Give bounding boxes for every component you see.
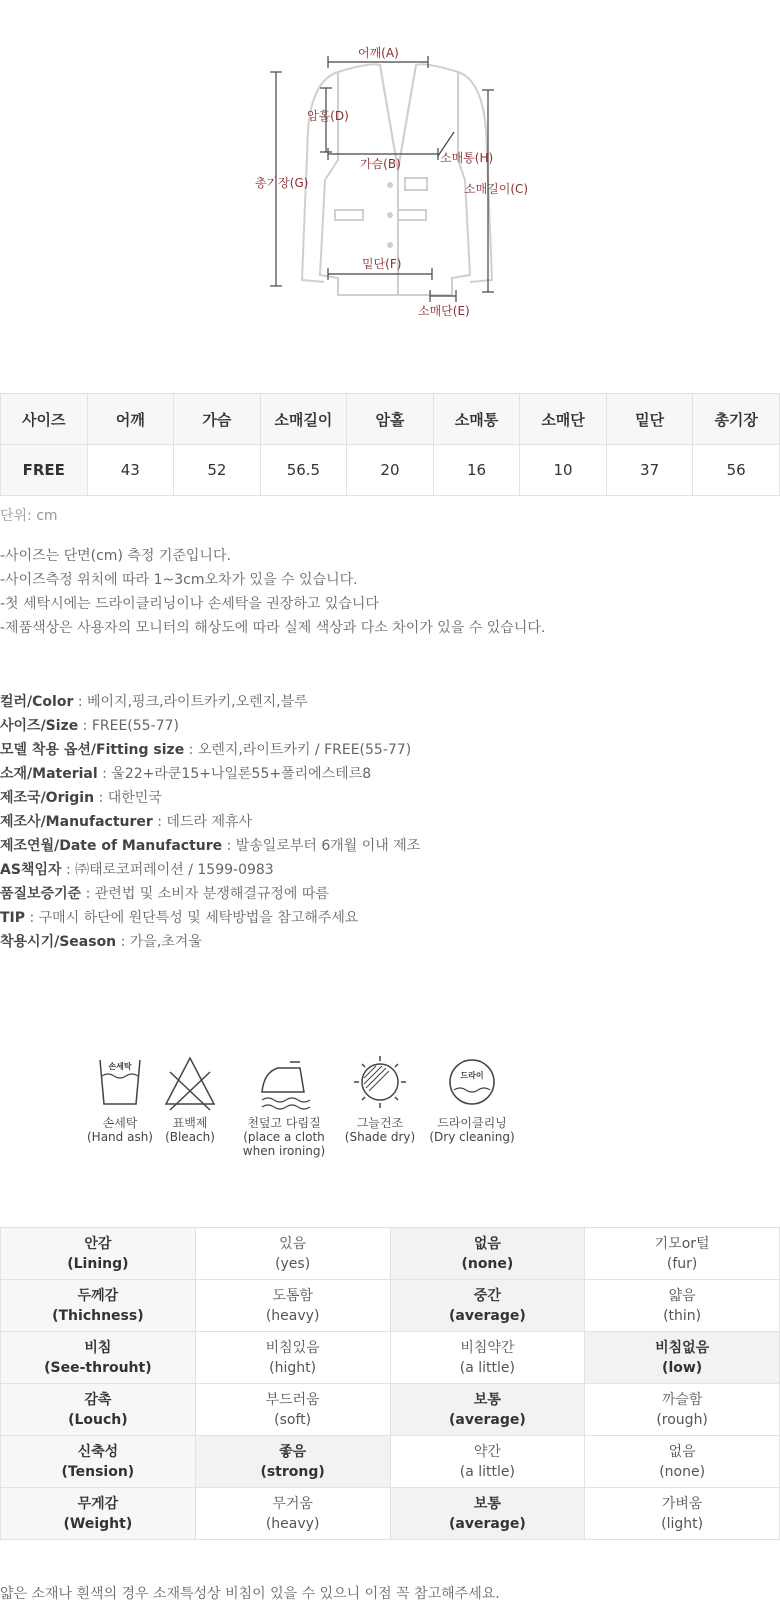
size-diagram [220, 20, 560, 360]
property-option-cell: 보통 (average) [390, 1488, 585, 1540]
property-option-cell: 부드러움 (soft) [195, 1384, 390, 1436]
label-armhole: 암홀(D) [307, 109, 349, 123]
info-key: AS책임자 [0, 862, 62, 878]
table-row [1, 1436, 780, 1488]
value-cell: 56 [693, 445, 780, 496]
care-label-ko: 손세탁 [102, 1116, 138, 1130]
size-notes [0, 544, 545, 640]
care-label-en: (Dry cleaning) [429, 1130, 515, 1144]
table-row [1, 1488, 780, 1540]
info-value: : FREE(55-77) [78, 718, 179, 734]
header-cell: 소매길이 [260, 394, 347, 445]
cardigan-illustration [220, 20, 560, 360]
info-key: 모델 착용 옵션/Fitting size [0, 742, 185, 758]
header-cell: 밑단 [606, 394, 693, 445]
info-key: 착용시기/Season [0, 934, 117, 950]
care-label-en-2: when ironing) [242, 1144, 326, 1158]
info-key: 제조국/Origin [0, 790, 95, 806]
product-info [0, 690, 420, 954]
info-key: 소재/Material [0, 766, 98, 782]
header-cell: 암홀 [347, 394, 434, 445]
care-iron-with-cloth [234, 1052, 334, 1158]
info-row [0, 930, 420, 954]
info-value: : ㈜태로코퍼레이션 / 1599-0983 [61, 862, 274, 878]
value-cell: 20 [347, 445, 434, 496]
info-row [0, 738, 420, 762]
table-row [1, 1228, 780, 1280]
table-row [1, 1280, 780, 1332]
note-line: -사이즈는 단면(cm) 측정 기준입니다. [0, 548, 231, 564]
property-option-cell: 비침약간 (a little) [390, 1332, 585, 1384]
property-name-cell: 무게감 (Weight) [1, 1488, 196, 1540]
fabric-properties-table [0, 1227, 780, 1540]
info-row [0, 906, 420, 930]
value-cell: 43 [87, 445, 174, 496]
care-label-ko: 천덮고 다림질 [247, 1116, 321, 1130]
size-table-header [1, 394, 780, 445]
property-name-cell: 비침 (See-throuht) [1, 1332, 196, 1384]
label-total-length: 총기장(G) [255, 176, 309, 190]
header-cell: 가슴 [174, 394, 261, 445]
property-name-cell: 두께감 (Thichness) [1, 1280, 196, 1332]
size-table [0, 393, 780, 496]
info-key: 제조연월/Date of Manufacture [0, 838, 223, 854]
note-line: -사이즈측정 위치에 따라 1~3cm오차가 있을 수 있습니다. [0, 572, 358, 588]
note-line: -제품색상은 사용자의 모니터의 해상도에 따라 실제 색상과 다소 차이가 있을 수 있습니다. [0, 620, 546, 636]
header-cell: 소매통 [433, 394, 520, 445]
header-cell: 소매단 [520, 394, 607, 445]
care-label-ko: 그늘건조 [356, 1116, 404, 1130]
property-option-cell: 비침있음 (hight) [195, 1332, 390, 1384]
property-option-cell: 얇음 (thin) [585, 1280, 780, 1332]
info-key: 컬러/Color [0, 694, 74, 710]
info-row [0, 714, 420, 738]
property-option-cell: 무거움 (heavy) [195, 1488, 390, 1540]
table-row [1, 1384, 780, 1436]
property-option-cell: 없음 (none) [390, 1228, 585, 1280]
dry-cleaning-circle-text: 드라이 [460, 1071, 484, 1080]
info-row [0, 810, 420, 834]
property-option-cell: 좋음 (strong) [195, 1436, 390, 1488]
care-label-en: (Hand ash) [87, 1130, 153, 1144]
value-cell: 56.5 [260, 445, 347, 496]
property-name-cell: 감촉 (Louch) [1, 1384, 196, 1436]
info-value: : 구매시 하단에 원단특성 및 세탁방법을 참고해주세요 [25, 910, 359, 926]
table-row [1, 1332, 780, 1384]
care-dry-cleaning [422, 1052, 522, 1144]
property-option-cell: 보통 (average) [390, 1384, 585, 1436]
value-cell: 37 [606, 445, 693, 496]
label-sleeve-length: 소매길이(C) [464, 182, 529, 196]
info-value: : 울22+라쿤15+나일론55+폴리에스테르8 [97, 766, 372, 782]
care-label-ko: 드라이클리닝 [437, 1116, 507, 1130]
header-cell: 어깨 [87, 394, 174, 445]
property-name-cell: 신축성 (Tension) [1, 1436, 196, 1488]
unit-label: 단위: cm [0, 508, 58, 524]
property-option-cell: 비침없음 (low) [585, 1332, 780, 1384]
size-cell: FREE [1, 445, 88, 496]
hand-wash-tub-text: 손세탁 [108, 1062, 132, 1071]
label-chest: 가슴(B) [360, 157, 401, 171]
info-row [0, 786, 420, 810]
label-sleeve-width: 소매통(H) [440, 151, 494, 165]
info-value: : 오렌지,라이트카키 / FREE(55-77) [184, 742, 412, 758]
care-shade-dry [330, 1052, 430, 1144]
care-label-ko: 표백제 [172, 1116, 208, 1130]
property-option-cell: 까슬함 (rough) [585, 1384, 780, 1436]
no-bleach-icon [160, 1052, 220, 1112]
header-cell: 총기장 [693, 394, 780, 445]
info-key: 제조사/Manufacturer [0, 814, 153, 830]
care-instructions [70, 1052, 550, 1172]
value-cell: 10 [520, 445, 607, 496]
care-no-bleach [140, 1052, 240, 1144]
info-key: TIP [0, 910, 26, 926]
info-key: 사이즈/Size [0, 718, 79, 734]
info-value: : 대한민국 [94, 790, 162, 806]
property-option-cell: 약간 (a little) [390, 1436, 585, 1488]
info-key: 품질보증기준 [0, 886, 82, 902]
info-value: : 가을,초겨울 [116, 934, 202, 950]
info-row [0, 858, 420, 882]
property-option-cell: 있음 (yes) [195, 1228, 390, 1280]
info-row [0, 690, 420, 714]
shade-dry-icon [350, 1052, 410, 1112]
info-value: : 데드라 제휴사 [152, 814, 253, 830]
table-row [1, 445, 780, 496]
property-option-cell: 가벼움 (light) [585, 1488, 780, 1540]
property-option-cell: 기모or털 (fur) [585, 1228, 780, 1280]
label-sleeve-hem: 소매단(E) [418, 304, 470, 318]
property-option-cell: 중간 (average) [390, 1280, 585, 1332]
info-value: : 관련법 및 소비자 분쟁해결규정에 따름 [81, 886, 329, 902]
info-row [0, 834, 420, 858]
value-cell: 52 [174, 445, 261, 496]
info-row [0, 762, 420, 786]
label-hem: 밑단(F) [362, 257, 402, 271]
info-row [0, 882, 420, 906]
dry-cleaning-icon [442, 1052, 502, 1112]
footnote: 얇은 소재나 흰색의 경우 소재특성상 비침이 있을 수 있으니 이점 꼭 참고해주세요. [0, 1586, 500, 1602]
property-option-cell: 도톰함 (heavy) [195, 1280, 390, 1332]
property-option-cell: 없음 (none) [585, 1436, 780, 1488]
property-name-cell: 안감 (Lining) [1, 1228, 196, 1280]
label-shoulder: 어깨(A) [358, 46, 399, 60]
iron-with-cloth-icon [254, 1052, 314, 1112]
info-value: : 발송일로부터 6개월 이내 제조 [222, 838, 421, 854]
value-cell: 16 [433, 445, 520, 496]
care-label-en: (place a cloth [243, 1130, 325, 1144]
note-line: -첫 세탁시에는 드라이클리닝이나 손세탁을 권장하고 있습니다 [0, 596, 379, 612]
care-label-en: (Bleach) [165, 1130, 215, 1144]
care-label-en: (Shade dry) [344, 1130, 416, 1144]
header-cell: 사이즈 [1, 394, 88, 445]
info-value: : 베이지,핑크,라이트카키,오렌지,블루 [73, 694, 308, 710]
